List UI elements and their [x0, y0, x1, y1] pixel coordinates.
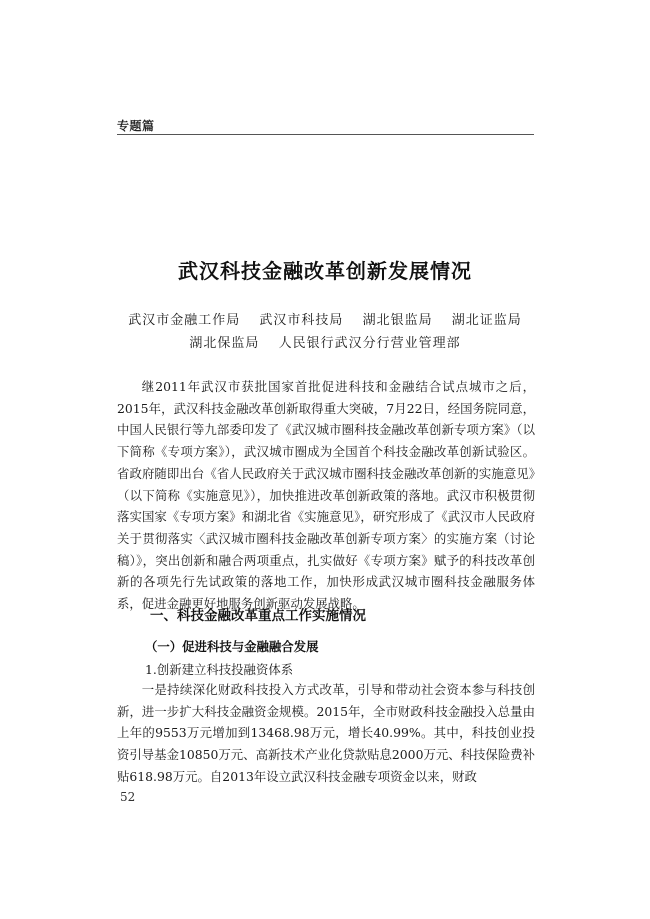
header-rule [117, 134, 534, 135]
subsection-heading: （一）促进科技与金融融合发展 [145, 639, 319, 654]
article-title: 武汉科技金融改革创新发展情况 [178, 259, 472, 283]
item-heading: 1.创新建立科技投融资体系 [145, 662, 294, 677]
section-heading: 一、科技金融改革重点工作实施情况 [150, 608, 366, 624]
author-org: 湖北银监局 [362, 313, 433, 328]
author-org: 湖北保监局 [189, 336, 260, 351]
page-number: 52 [120, 790, 136, 804]
author-org: 武汉市金融工作局 [128, 313, 241, 328]
authors-line-2 [0, 332, 650, 351]
authors-line-1 [0, 309, 650, 328]
author-org: 人民银行武汉分行营业管理部 [278, 336, 461, 351]
section-label: 专题篇 [117, 119, 155, 133]
body-paragraph: 一是持续深化财政科技投入方式改革，引导和带动社会资本参与科技创新，进一步扩大科技金融资金规模。2015年，全市财政科技金融投入总量由上年的9553万元增加到13468.98万元，增长40.99%。其中，科技创业投资引导基金10850万元、高新技术产业化贷款贴息2000万元、科技保险费补贴618.98万元。自2013年设立武汉科技金融专项资金以来，财政 [117, 682, 535, 784]
intro-paragraph: 继2011年武汉市获批国家首批促进科技和金融结合试点城市之后，2015年，武汉科技金融改革创新取得重大突破，7月22日，经国务院同意，中国人民银行等九部委印发了《武汉城市圈科技金融改革创新专项方案》（以下简称《专项方案》），武汉城市圈成为全国首个科技金融改革创新试验区。省政府随即出台《省人民政府关于武汉城市圈科技金融改革创新的实施意见》（以下简称《实施意见》），加快推进改革创新政策的落地。武汉市积极贯彻落实国家《专项方案》和湖北省《实施意见》，研究形成了《武汉市人民政府关于贯彻落实〈武汉城市圈科技金融改革创新专项方案〉的实施方案（讨论稿）》，突出创新和融合两项重点，扎实做好《专项方案》赋予的科技改革创新的各项先行先试政策的落地工作，加快形成武汉城市圈科技金融服务体系，促进金融更好地服务创新驱动发展战略。 [117, 379, 535, 612]
author-org: 湖北证监局 [451, 313, 522, 328]
author-org: 武汉市科技局 [259, 313, 344, 328]
